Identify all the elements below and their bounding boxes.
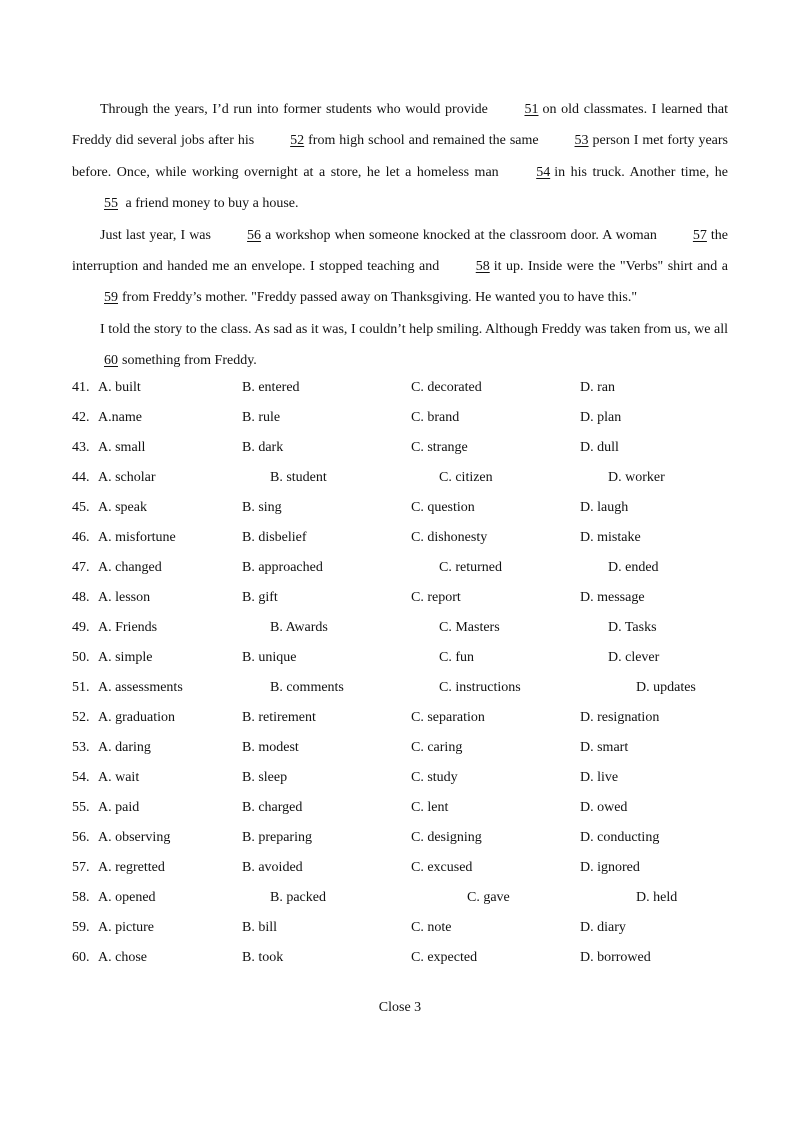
question-list [72,378,772,978]
option-a: A. assessments [98,680,183,695]
option-b: B. took [242,950,284,965]
option-d: D. borrowed [580,950,651,965]
question-number: 55. [72,800,90,815]
option-c: C. instructions [439,680,521,695]
option-a: A. chose [98,950,147,965]
option-b: B. sleep [242,770,288,785]
question-row [72,888,772,918]
option-b: B. charged [242,800,303,815]
passage-text: from high school and remained the same [308,133,543,149]
question-number: 56. [72,830,90,845]
answer-blank: 56 [247,227,262,243]
option-c: C. study [411,770,458,785]
option-d: D. held [636,890,678,905]
passage-text: a friend money to buy a house. [122,196,299,212]
option-d: D. ran [580,380,615,395]
option-a: A.name [98,410,142,425]
question-number: 44. [72,470,90,485]
option-c: C. note [411,920,452,935]
option-a: A. scholar [98,470,156,485]
answer-blank: 54 [536,164,551,180]
question-number: 53. [72,740,90,755]
option-c: C. decorated [411,380,482,395]
question-number: 60. [72,950,90,965]
option-d: D. ignored [580,860,640,875]
option-a: A. misfortune [98,530,176,545]
option-c: C. strange [411,440,468,455]
option-b: B. dark [242,440,284,455]
question-row [72,528,772,558]
option-c: C. Masters [439,620,500,635]
question-number: 47. [72,560,90,575]
option-b: B. preparing [242,830,312,845]
question-row [72,948,772,978]
passage-text: from Freddy’s mother. "Freddy passed away on Thanksgiving. He wanted you to have this." [122,290,638,306]
option-d: D. live [580,770,619,785]
option-c: C. brand [411,410,460,425]
question-number: 42. [72,410,90,425]
option-b: B. modest [242,740,299,755]
option-a: A. simple [98,650,153,665]
passage-text: the interruption and handed me an envelope. I stopped teaching and [72,227,729,275]
passage-paragraph [72,314,728,377]
question-row [72,378,772,408]
option-d: D. laugh [580,500,629,515]
option-d: D. smart [580,740,629,755]
option-c: C. citizen [439,470,493,485]
passage-text: Just last year, I was [100,227,216,243]
option-a: A. speak [98,500,147,515]
option-a: A. opened [98,890,156,905]
option-d: D. mistake [580,530,641,545]
question-row [72,498,772,528]
option-c: C. separation [411,710,485,725]
option-a: A. picture [98,920,154,935]
passage-text: person I met forty years before. Once, while working overnight at a store, he let a homeless man [72,133,729,180]
question-number: 54. [72,770,90,785]
passage-text: in his truck. Another time, he [554,164,728,180]
answer-blank: 58 [475,259,490,275]
option-b: B. retirement [242,710,316,725]
question-number: 49. [72,620,90,635]
answer-blank: 51 [524,102,539,117]
question-row [72,858,772,888]
option-d: D. owed [580,800,628,815]
question-row [72,708,772,738]
passage-paragraph [72,94,728,220]
question-number: 59. [72,920,90,935]
question-row [72,798,772,828]
question-row [72,558,772,588]
option-b: B. bill [242,920,278,935]
option-b: B. sing [242,500,282,515]
option-a: A. wait [98,770,140,785]
question-number: 41. [72,380,90,395]
option-c: C. caring [411,740,463,755]
answer-blank: 55 [104,196,118,212]
option-a: A. Friends [98,620,158,635]
option-c: C. designing [411,830,482,845]
question-row [72,738,772,768]
question-number: 57. [72,860,90,875]
option-b: B. packed [270,890,326,905]
option-d: D. worker [608,470,665,485]
passage-text: it up. Inside were the "Verbs" shirt and a [493,259,728,275]
option-a: A. regretted [98,860,165,875]
answer-blank: 53 [574,133,589,149]
question-row [72,468,772,498]
option-b: B. gift [242,590,278,605]
option-d: D. Tasks [608,620,657,635]
option-d: D. message [580,590,645,605]
question-row [72,618,772,648]
question-number: 52. [72,710,90,725]
option-a: A. built [98,380,141,395]
passage-text: Through the years, I’d run into former students who would provide [100,102,493,117]
option-a: A. graduation [98,710,175,725]
answer-blank: 59 [104,290,118,306]
option-c: C. lent [411,800,449,815]
passage-text: a workshop when someone knocked at the classroom door. A woman [265,227,661,243]
option-b: B. student [270,470,327,485]
option-c: C. report [411,590,461,605]
option-b: B. Awards [270,620,328,635]
option-a: A. lesson [98,590,151,605]
answer-blank: 52 [290,133,305,149]
option-b: B. rule [242,410,281,425]
option-d: D. conducting [580,830,660,845]
option-b: B. entered [242,380,300,395]
cloze-passage [72,94,728,377]
passage-text: something from Freddy. [122,353,257,369]
option-d: D. resignation [580,710,660,725]
question-row [72,588,772,618]
option-b: B. disbelief [242,530,307,545]
question-row [72,828,772,858]
option-b: B. approached [242,560,323,575]
option-b: B. comments [270,680,344,695]
option-c: C. question [411,500,475,515]
question-row [72,918,772,948]
question-number: 50. [72,650,90,665]
answer-blank: 60 [104,353,118,369]
option-c: C. gave [467,890,510,905]
question-number: 58. [72,890,90,905]
answer-blank: 57 [692,227,707,243]
question-row [72,438,772,468]
question-row [72,768,772,798]
option-c: C. returned [439,560,502,575]
option-c: C. dishonesty [411,530,488,545]
question-number: 45. [72,500,90,515]
page-footer: Close 3 [378,1000,422,1015]
option-b: B. unique [242,650,297,665]
option-a: A. daring [98,740,151,755]
option-a: A. small [98,440,146,455]
option-c: C. excused [411,860,473,875]
option-a: A. paid [98,800,140,815]
option-a: A. observing [98,830,171,845]
question-number: 48. [72,590,90,605]
question-number: 46. [72,530,90,545]
question-row [72,648,772,678]
option-d: D. diary [580,920,626,935]
option-d: D. clever [608,650,660,665]
passage-text: on old classmates. I learned that Freddy did several jobs after his [72,102,728,149]
option-c: C. expected [411,950,478,965]
passage-paragraph [72,220,728,314]
question-row [72,678,772,708]
passage-text: I told the story to the class. As sad as it was, I couldn’t help smiling. Although Freddy was taken from us, we all [100,321,728,337]
question-number: 43. [72,440,90,455]
question-number: 51. [72,680,90,695]
option-d: D. dull [580,440,619,455]
option-d: D. plan [580,410,622,425]
option-a: A. changed [98,560,162,575]
question-row [72,408,772,438]
option-b: B. avoided [242,860,303,875]
option-d: D. ended [608,560,659,575]
option-c: C. fun [439,650,474,665]
option-d: D. updates [636,680,696,695]
